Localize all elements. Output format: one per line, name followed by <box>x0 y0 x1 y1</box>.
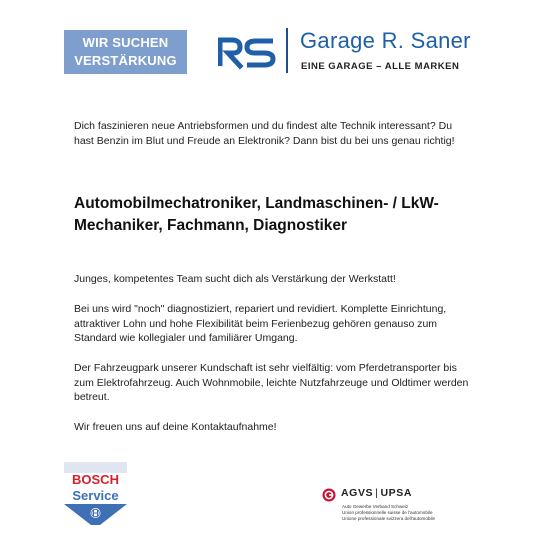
bosch-label: BOSCH <box>72 472 119 487</box>
intro-text: Dich faszinieren neue Antriebsformen und du findest alte Technik interessant? Du hast Benzin im Blut und Freude an Elektronik? Dann bist du bei uns genau richtig! <box>74 120 455 147</box>
agvs-name: AGVS | UPSA <box>341 487 413 499</box>
recruitment-banner <box>64 30 187 74</box>
job-headline: Automobilmechatroniker, Landmaschinen- / LkW-Mechaniker, Fachmann, Diagnostiker <box>74 195 439 234</box>
banner-line-2: VERSTÄRKUNG <box>74 53 177 68</box>
paragraph-team: Junges, kompetentes Team sucht dich als Verstärkung der Werkstatt! <box>74 273 396 285</box>
paragraph-offer: Bei uns wird "noch" diagnostiziert, repariert und revidiert. Komplette Einrichtung, attraktiver Lohn und hohe Flexibilität beim Ferienbezug gehören genauso zum Standard wie kollegialer und familiärer Umgang. <box>74 303 447 344</box>
agvs-name-left: AGVS <box>341 487 374 499</box>
logo-divider <box>286 28 288 73</box>
bosch-emblem-icon <box>91 508 101 518</box>
banner-line-1: WIR SUCHEN <box>82 35 169 50</box>
bosch-service-label: Service <box>72 488 119 503</box>
agvs-name-right: UPSA <box>380 487 413 499</box>
company-tagline: EINE GARAGE – ALLE MARKEN <box>301 61 460 72</box>
agvs-subtitle-fr: Union professionnelle suisse de l'automobile <box>342 510 433 515</box>
agvs-subtitle-it: Unione professionale svizzera dell'automobile <box>342 516 436 521</box>
agvs-emblem-icon <box>322 488 336 502</box>
company-name: Garage R. Saner <box>300 28 471 53</box>
rs-logo-icon <box>218 36 276 70</box>
paragraph-vehicles: Der Fahrzeugpark unserer Kundschaft ist sehr vielfältig: vom Pferdetransporter bis zum Elektrofahrzeug. Auch Wohnmobile, leichte Nutzfahrzeuge und Oldtimer werden betreut. <box>74 362 469 403</box>
bosch-service-logo <box>64 462 127 525</box>
paragraph-contact: Wir freuen uns auf deine Kontaktaufnahme! <box>74 421 277 433</box>
agvs-subtitle-de: Auto Gewerbe Verband Schweiz <box>342 504 409 509</box>
